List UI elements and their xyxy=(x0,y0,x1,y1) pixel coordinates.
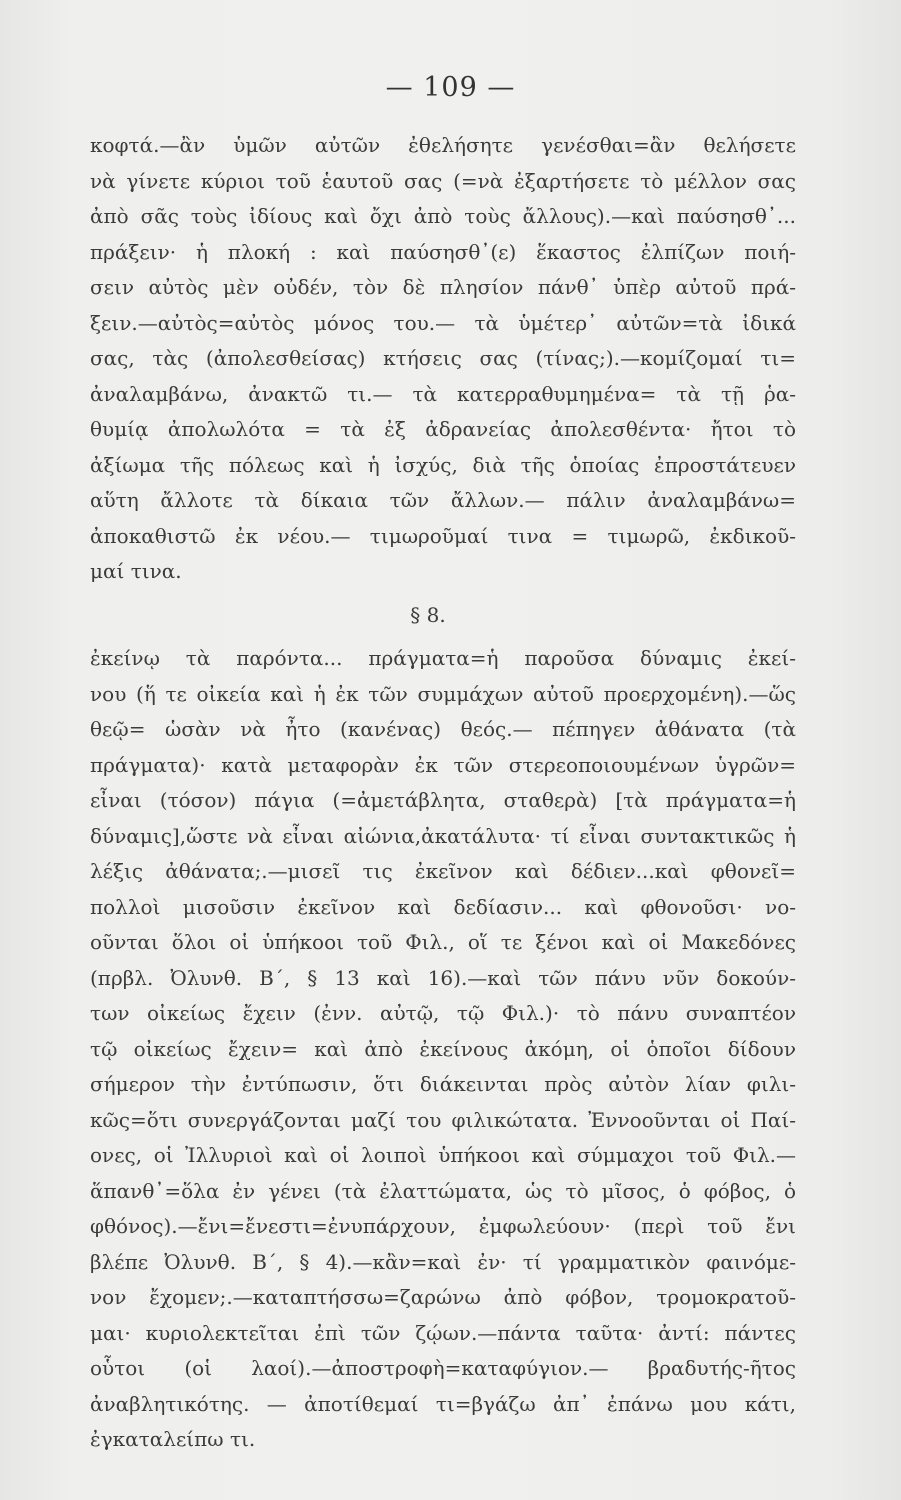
text-line: (πρβλ. Ὀλυνθ. Β´, § 13 καὶ 16).—καὶ τῶν πάνυ νῦν δοκούν- xyxy=(90,965,796,990)
text-line: τῷ οἰκείως ἔχειν= καὶ ἀπὸ ἐκείνους ἀκόμη, οἱ ὁποῖοι δίδουν xyxy=(90,1036,796,1061)
text-line: μαι· κυριολεκτεῖται ἐπὶ τῶν ζῴων.—πάντα ταῦτα· ἀντί: πάντες xyxy=(90,1320,796,1345)
text-line: οῦνται ὅλοι οἱ ὑπήκοοι τοῦ Φιλ., οἵ τε ξένοι καὶ οἱ Μακεδόνες xyxy=(90,930,796,954)
text-line: πράξειν· ἡ πλοκή : καὶ παύσησθ᾽(ε) ἕκαστος ἐλπίζων ποιή- xyxy=(90,239,796,264)
text-line: κοφτά.—ἂν ὑμῶν αὐτῶν ἐθελήσητε γενέσθαι=ἂν θελήσετε xyxy=(90,133,796,157)
text-line: οὗτοι (οἱ λαοί).—ἀποστροφὴ=καταφύγιον.— βραδυτής-ῆτος xyxy=(90,1356,796,1380)
text-line: λέξις ἀθάνατα;.—μισεῖ τις ἐκεῖνον καὶ δέδιεν...καὶ φθονεῖ= xyxy=(90,859,796,883)
text-line: σειν αὐτὸς μὲν οὐδέν, τὸν δὲ πλησίον πάνθ᾽ ὑπὲρ αὐτοῦ πρά- xyxy=(90,275,796,299)
text-line: σας, τὰς (ἀπολεσθείσας) κτήσεις σας (τίνας;).—κομίζομαί τι= xyxy=(90,346,796,370)
text-line: ἀπὸ σᾶς τοὺς ἰδίους καὶ ὄχι ἀπὸ τοὺς ἄλλους).—καὶ παύσησθ᾽... xyxy=(90,204,796,228)
text-line: ἀναλαμβάνω, ἀνακτῶ τι.— τὰ κατερραθυμημένα= τὰ τῇ ῥα- xyxy=(90,381,796,406)
text-line: νου (ἥ τε οἰκεία καὶ ἡ ἐκ τῶν συμμάχων αὐτοῦ προερχομένη).—ὥς xyxy=(90,681,796,706)
text-line: πράγματα)· κατὰ μεταφορὰν ἐκ τῶν στερεοποιουμένων ὑγρῶν= xyxy=(90,752,796,777)
text-line: ἐγκαταλείπω τι. xyxy=(90,1427,256,1451)
text-line: ἀξίωμα τῆς πόλεως καὶ ἡ ἰσχύς, διὰ τῆς ὁποίας ἐπροστάτευεν xyxy=(90,452,796,477)
text-line: μαί τινα. xyxy=(90,559,182,583)
section-heading: § 8. xyxy=(410,602,446,627)
text-line: πολλοὶ μισοῦσιν ἐκεῖνον καὶ δεδίασιν... καὶ φθονοῦσι· νο- xyxy=(90,894,796,919)
text-line: θυμίᾳ ἀπολωλότα = τὰ ἐξ ἀδρανείας ἀπολεσθέντα· ἤτοι τὸ xyxy=(90,417,796,441)
commentary-text xyxy=(90,128,796,1458)
text-line: νὰ γίνετε κύριοι τοῦ ἑαυτοῦ σας (=νὰ ἐξαρτήσετε τὸ μέλλον σας xyxy=(90,168,796,193)
page-number: — 109 — xyxy=(385,72,516,103)
text-line: νον ἔχομεν;.—καταπτήσσω=ζαρώνω ἀπὸ φόβον, τρομοκρατοῦ- xyxy=(90,1285,796,1309)
paragraph-2 xyxy=(90,641,796,1458)
text-line: κῶς=ὅτι συνεργάζονται μαζί του φιλικώτατα. Ἐννοοῦνται οἱ Παί- xyxy=(90,1107,796,1132)
text-line: ἀναβλητικότης. — ἀποτίθεμαί τι=βγάζω ἀπ᾽ ἐπάνω μου κάτι, xyxy=(90,1391,796,1416)
text-line: ξειν.—αὐτὸς=αὐτὸς μόνος του.— τὰ ὑμέτερ᾽ αὐτῶν=τὰ ἰδικά xyxy=(90,310,796,335)
text-line: ἀποκαθιστῶ ἐκ νέου.— τιμωροῦμαί τινα = τιμωρῶ, ἐκδικοῦ- xyxy=(90,523,796,548)
text-line: ονες, οἱ Ἰλλυριοὶ καὶ οἱ λοιποὶ ὑπήκοοι καὶ σύμμαχοι τοῦ Φιλ.— xyxy=(90,1143,796,1167)
text-line: αὕτη ἄλλοτε τὰ δίκαια τῶν ἄλλων.— πάλιν ἀναλαμβάνω= xyxy=(90,488,796,512)
text-line: φθόνος).—ἔνι=ἔνεστι=ἐνυπάρχουν, ἐμφωλεύουν· (περὶ τοῦ ἔνι xyxy=(90,1214,796,1238)
text-line: ἅπανθ᾽=ὅλα ἐν γένει (τὰ ἐλαττώματα, ὡς τὸ μῖσος, ὁ φόβος, ὁ xyxy=(90,1178,796,1203)
text-line: των οἰκείως ἔχειν (ἐνν. αὐτῷ, τῷ Φιλ.)· τὸ πάνυ συναπτέον xyxy=(90,1001,796,1025)
paragraph-1 xyxy=(90,128,796,590)
text-line: θεῷ= ὡσὰν νὰ ἦτο (κανένας) θεός.— πέπηγεν ἀθάνατα (τὰ xyxy=(90,717,796,741)
text-line: δύναμις],ὥστε νὰ εἶναι αἰώνια,ἀκατάλυτα· τί εἶναι συντακτικῶς ἡ xyxy=(90,823,796,848)
text-line: σήμερον τὴν ἐντύπωσιν, ὅτι διάκεινται πρὸς αὐτὸν λίαν φιλι- xyxy=(90,1072,796,1096)
text-line: εἶναι (τόσον) πάγια (=ἀμετάβλητα, σταθερὰ) [τὰ πράγματα=ἡ xyxy=(90,788,796,812)
text-line: βλέπε Ὀλυνθ. Β´, § 4).—κἂν=καὶ ἐν· τί γραμματικὸν φαινόμε- xyxy=(90,1249,796,1274)
text-line: ἐκείνῳ τὰ παρόντα... πράγματα=ἡ παροῦσα δύναμις ἐκεί- xyxy=(90,646,796,670)
